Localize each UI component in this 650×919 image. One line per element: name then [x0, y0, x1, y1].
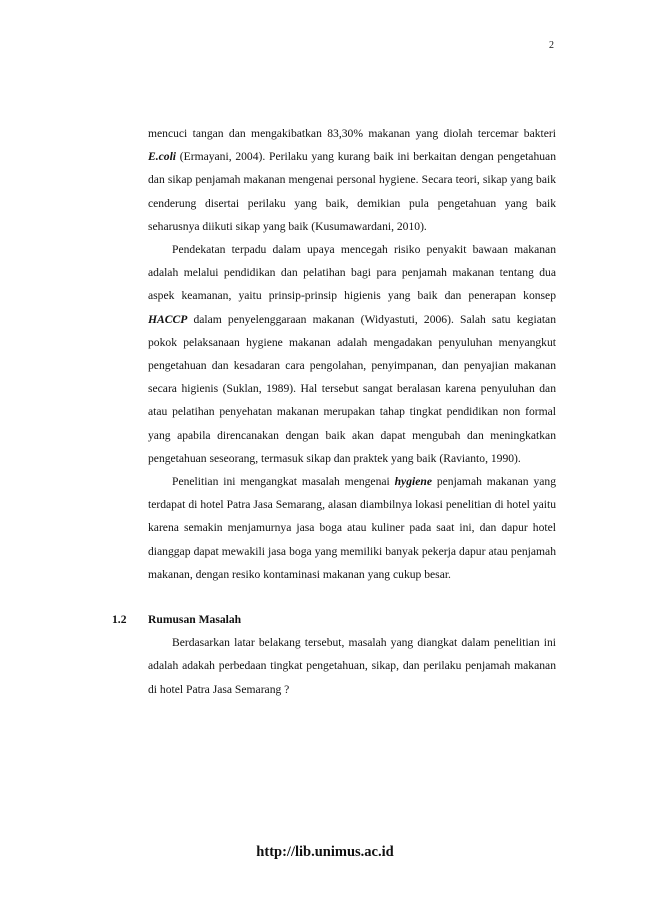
paragraph-pendekatan	[148, 238, 556, 470]
footer-url: http://lib.unimus.ac.id	[256, 844, 394, 860]
paragraph-text: mencuci tangan dan mengakibatkan 83,30% makanan yang diolah tercemar bakteri	[148, 127, 556, 140]
section-number: 1.2	[112, 613, 127, 627]
paragraph-text: (Ermayani, 2004). Perilaku yang kurang baik ini berkaitan dengan pengetahuan dan sikap penjamah makanan mengenai personal hygiene. Secara teori, sikap yang baik cenderung disertai perilaku yang baik, demikian pula pengetahuan yang baik seharusnya diikuti sikap yang baik (Kusumawardani, 2010).	[148, 150, 556, 233]
paragraph-text: Berdasarkan latar belakang tersebut, masalah yang diangkat dalam penelitian ini adalah adakah perbedaan tingkat pengetahuan, sikap, dan perilaku penjamah makanan di hotel Patra Jasa Semarang ?	[148, 636, 556, 696]
paragraph-text: penjamah makanan yang terdapat di hotel Patra Jasa Semarang, alasan diambilnya lokasi penelitian di hotel yaitu karena semakin menjamurnya jasa boga atau kuliner pada saat ini, dan dapur hotel dianggap dapat mewakili jasa boga yang memiliki banyak pekerja dapur atau penjamah makanan, dengan resiko kontaminasi makanan yang cukup besar.	[148, 475, 556, 581]
emphasis-term: HACCP	[148, 312, 188, 326]
paragraph-text: Pendekatan terpadu dalam upaya mencegah risiko penyakit bawaan makanan adalah melalui pendidikan dan pelatihan bagi para penjamah makanan tentang dua aspek keamanan, yaitu prinsip-prinsip higienis yang baik dan penerapan konsep	[148, 243, 556, 303]
emphasis-term: E.coli	[148, 150, 177, 164]
section-title: Rumusan Masalah	[148, 613, 242, 627]
document-body	[112, 122, 556, 701]
paragraph-continuation	[148, 122, 556, 238]
paragraph-penelitian	[148, 470, 556, 586]
paragraph-text: Penelitian ini mengangkat masalah mengenai	[172, 475, 395, 489]
paragraph-text: dalam penyelenggaraan makanan (Widyastuti, 2006). Salah satu kegiatan pokok pelaksanaan hygiene makanan adalah mengadakan penyuluhan menyangkut pengetahuan dan kesadaran cara pengolahan, penyimpanan, dan penyajian makanan secara higienis (Suklan, 1989). Hal tersebut sangat beralasan karena penyuluhan dan atau pelatihan penyehatan makanan merupakan tahap tingkat pendidikan non formal yang apabila direncanakan dengan baik akan dapat mengubah dan meningkatkan pengetahuan seseorang, termasuk sikap dan praktek yang baik (Ravianto, 1990).	[148, 312, 556, 465]
paragraph-rumusan	[148, 631, 556, 701]
section-heading	[112, 608, 556, 631]
emphasis-term: hygiene	[394, 475, 432, 489]
page-number: 2	[549, 40, 554, 51]
